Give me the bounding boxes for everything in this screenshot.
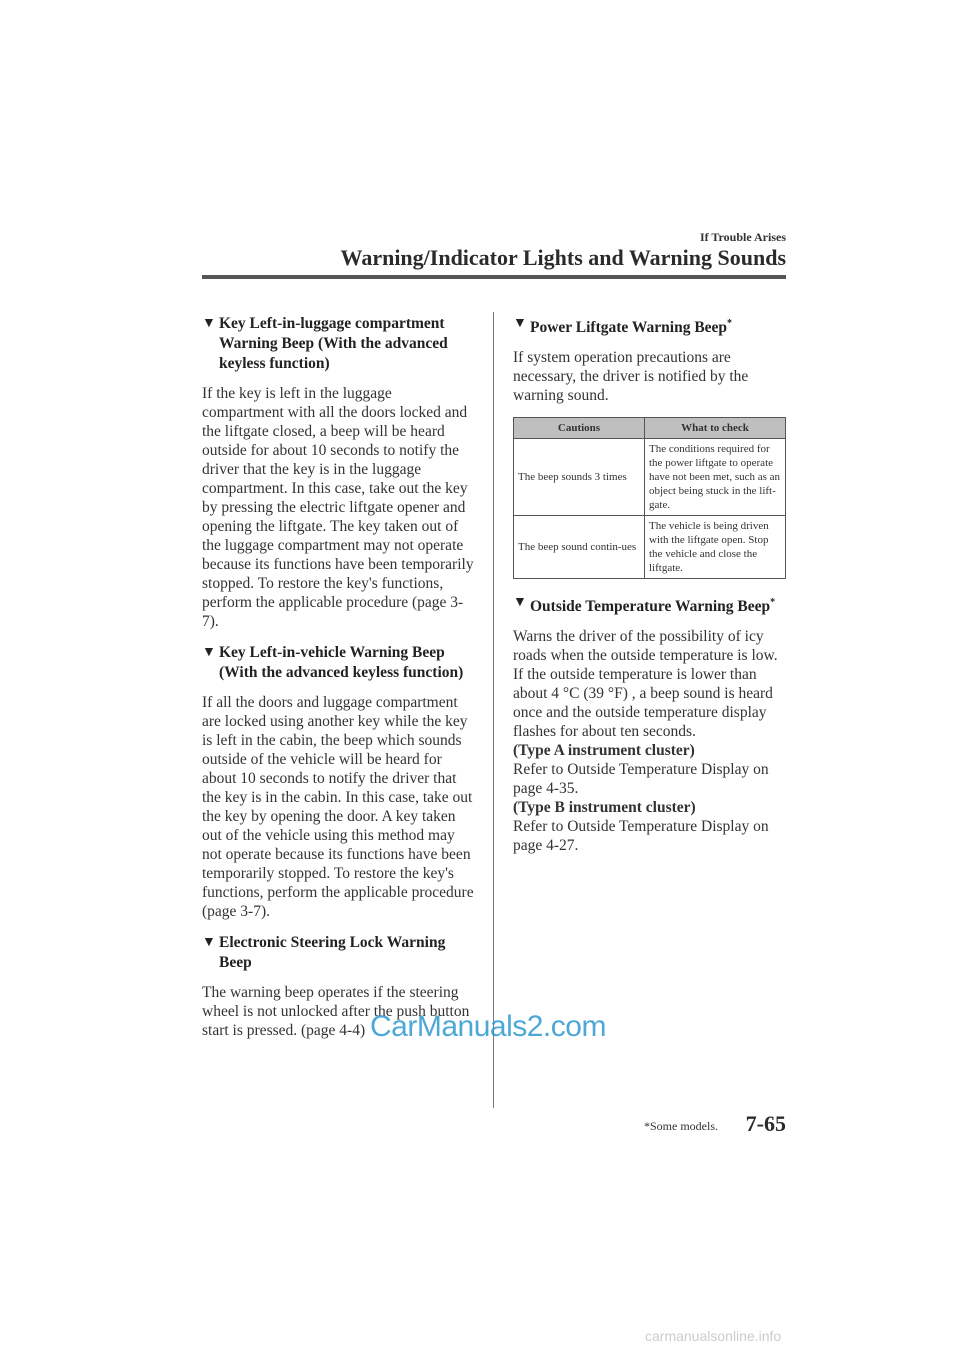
table-header-row xyxy=(514,418,786,439)
left-column xyxy=(202,314,474,1052)
header-rule xyxy=(202,275,786,279)
paragraph-outside-temp: Warns the driver of the possibility of icy roads when the outside temperature is low. If the outside temperature is lower than about 4 °C (39 °F) , a beep sound is heard once and the outside temperature display flashes for about ten seconds. xyxy=(513,628,778,741)
table-row xyxy=(514,516,786,579)
heading-text: Electronic Steering Lock Warning Beep xyxy=(219,934,446,971)
page-number: 7-65 xyxy=(745,1111,786,1136)
table-header-cell: What to check xyxy=(645,418,786,439)
triangle-bullet-icon: ▼ xyxy=(513,316,527,331)
heading-text: Power Liftgate Warning Beep* xyxy=(530,318,733,337)
section-label: If Trouble Arises xyxy=(699,230,786,244)
table-row xyxy=(514,439,786,516)
triangle-bullet-icon: ▼ xyxy=(202,935,216,950)
paragraph-steering-lock: The warning beep operates if the steering wheel is not unlocked after the push button start is pressed. (page 4-4) xyxy=(202,984,470,1039)
paragraph-power-liftgate: If system operation precautions are necessary, the driver is notified by the warning sound. xyxy=(513,349,749,405)
type-b-label: (Type B instrument cluster) xyxy=(513,799,696,817)
heading-text: Key Left-in-vehicle Warning Beep (With the advanced keyless function) xyxy=(219,644,464,681)
type-b-reference: Refer to Outside Temperature Display on page 4-27. xyxy=(513,818,769,855)
heading-power-liftgate xyxy=(513,314,785,338)
paragraph-key-left-luggage: If the key is left in the luggage compartment with all the doors locked and the liftgate closed, a beep will be heard outside for about 10 seconds to notify the driver that the key is in the luggage compartment. In this case, take out the key by pressing the electric liftgate opener and opening the liftgate. The key taken out of the luggage compartment may not operate because its functions have been temporarily stopped. To restore the key's functions, perform the applicable procedure (page 3-7). xyxy=(202,385,474,630)
column-divider xyxy=(493,312,494,1108)
type-a-reference: Refer to Outside Temperature Display on page 4-35. xyxy=(513,761,769,798)
paragraph-key-left-vehicle: If all the doors and luggage compartment are locked using another key while the key is left in the cabin, the beep which sounds outside of the vehicle will be heard for about 10 seconds to notify the driver that the key is in the cabin. In this case, take out the key by opening the door. A key taken out of the vehicle using this method may not operate because its functions have been temporarily stopped. To restore the key's functions, perform the applicable procedure (page 3-7). xyxy=(202,694,474,920)
type-a-label: (Type A instrument cluster) xyxy=(513,742,695,760)
cautions-table xyxy=(513,417,786,579)
heading-key-left-luggage xyxy=(202,314,474,374)
footnote: *Some models. xyxy=(644,1119,718,1133)
heading-steering-lock xyxy=(202,933,474,973)
asterisk: * xyxy=(770,597,776,609)
table-cell: The vehicle is being driven with the liftgate open. Stop the vehicle and close the liftgate. xyxy=(645,516,786,579)
table-cell: The beep sounds 3 times xyxy=(514,439,645,516)
triangle-bullet-icon: ▼ xyxy=(202,316,216,331)
page-title: Warning/Indicator Lights and Warning Sounds xyxy=(340,245,786,270)
asterisk: * xyxy=(727,318,733,329)
triangle-bullet-icon: ▼ xyxy=(202,645,216,660)
heading-text: Key Left-in-luggage compartment Warning Beep (With the advanced keyless function) xyxy=(219,315,448,372)
triangle-bullet-icon: ▼ xyxy=(513,595,527,611)
table-cell: The beep sound contin-ues xyxy=(514,516,645,579)
table-cell: The conditions required for the power liftgate to operate have not been met, such as an object being stuck in the lift-gate. xyxy=(645,439,786,516)
watermark-footer: carmanualsonline.info xyxy=(645,1328,782,1344)
heading-outside-temp xyxy=(513,593,785,617)
heading-text: Outside Temperature Warning Beep* xyxy=(530,597,776,616)
table-header-cell: Cautions xyxy=(514,418,645,439)
heading-key-left-vehicle xyxy=(202,643,474,683)
right-column xyxy=(513,314,785,855)
watermark-logo: CarManuals2.com xyxy=(370,1010,606,1043)
